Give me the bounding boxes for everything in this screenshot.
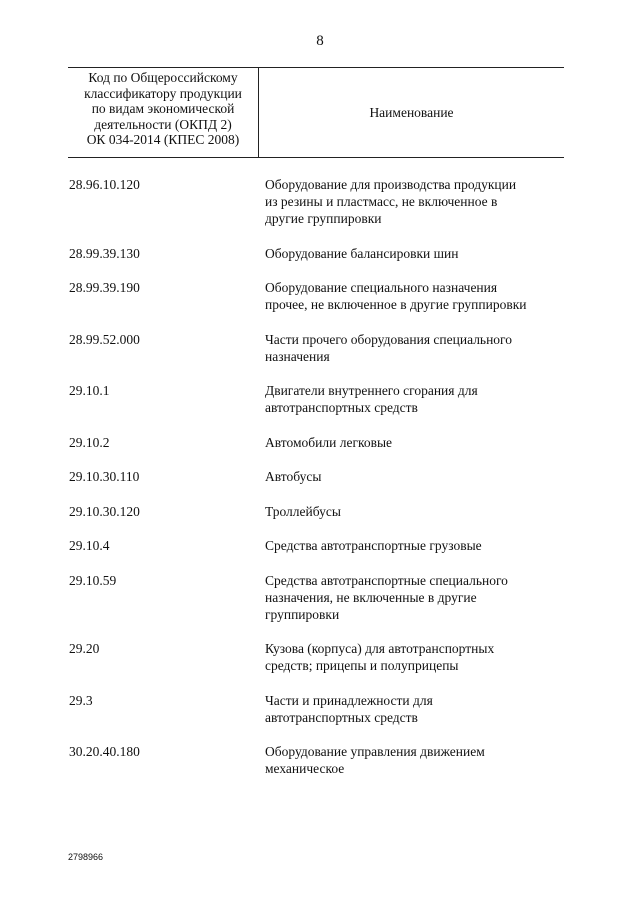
row-code: 28.99.52.000 [69,331,140,347]
table-row [68,503,568,520]
row-name: Автомобили легковые [265,434,393,450]
header-code-column: Код по Общероссийскому классификатору продукции по видам экономической деятельности (ОКПД 2) ОК 034-2014 (КПЕС 2008) [68,68,259,157]
row-code: 29.10.1 [69,383,110,398]
row-name: Оборудование балансировки шин [265,245,459,261]
row-code: 29.10.59 [69,572,117,588]
table-row [68,537,568,554]
row-name: Средства автотранспортные грузовые [265,538,482,553]
row-name: Оборудование специального назначения прочее, не включенное в другие группировки [265,280,527,312]
row-code: 30.20.40.180 [69,744,140,759]
row-code: 28.99.39.190 [69,280,140,295]
row-name: Средства автотранспортные специального назначения, не включенные в другие группировки [265,572,508,622]
table-row [68,279,568,313]
row-name: Оборудование для производства продукции из резины и пластмасс, не включенное в другие группировки [265,177,517,226]
table-row [68,176,568,227]
header-name-column [259,68,564,157]
row-name: Троллейбусы [265,503,341,519]
page-number: 8 [316,33,324,49]
table-row [68,434,568,451]
table-row [68,245,568,262]
table-row [68,468,568,485]
row-name: Части прочего оборудования специального назначения [265,331,513,364]
row-name: Оборудование управления движением механическое [265,744,485,776]
row-code: 28.96.10.120 [69,177,140,192]
row-name: Кузова (корпуса) для автотранспортных средств; прицепы и полуприцепы [265,641,495,673]
row-code: 29.10.30.120 [69,503,140,519]
row-name: Двигатели внутреннего сгорания для автотранспортных средств [265,383,478,415]
row-code: 29.3 [69,692,93,708]
row-code: 29.10.2 [69,434,110,450]
table-row [68,331,568,365]
header-name-label: Наименование [369,104,454,120]
row-code: 28.99.39.130 [69,245,140,261]
row-name: Автобусы [265,469,322,484]
row-code: 29.10.4 [69,538,110,553]
table-row [68,382,568,416]
table-row [68,692,568,726]
document-id: 2798966 [68,852,104,862]
table-row [68,743,568,777]
row-code: 29.10.30.110 [69,469,140,484]
table-body [68,176,568,795]
table-header [68,67,564,158]
table-row [68,640,568,674]
row-name: Части и принадлежности для автотранспортных средств [265,692,433,725]
table-row [68,572,568,623]
row-code: 29.20 [69,641,100,656]
